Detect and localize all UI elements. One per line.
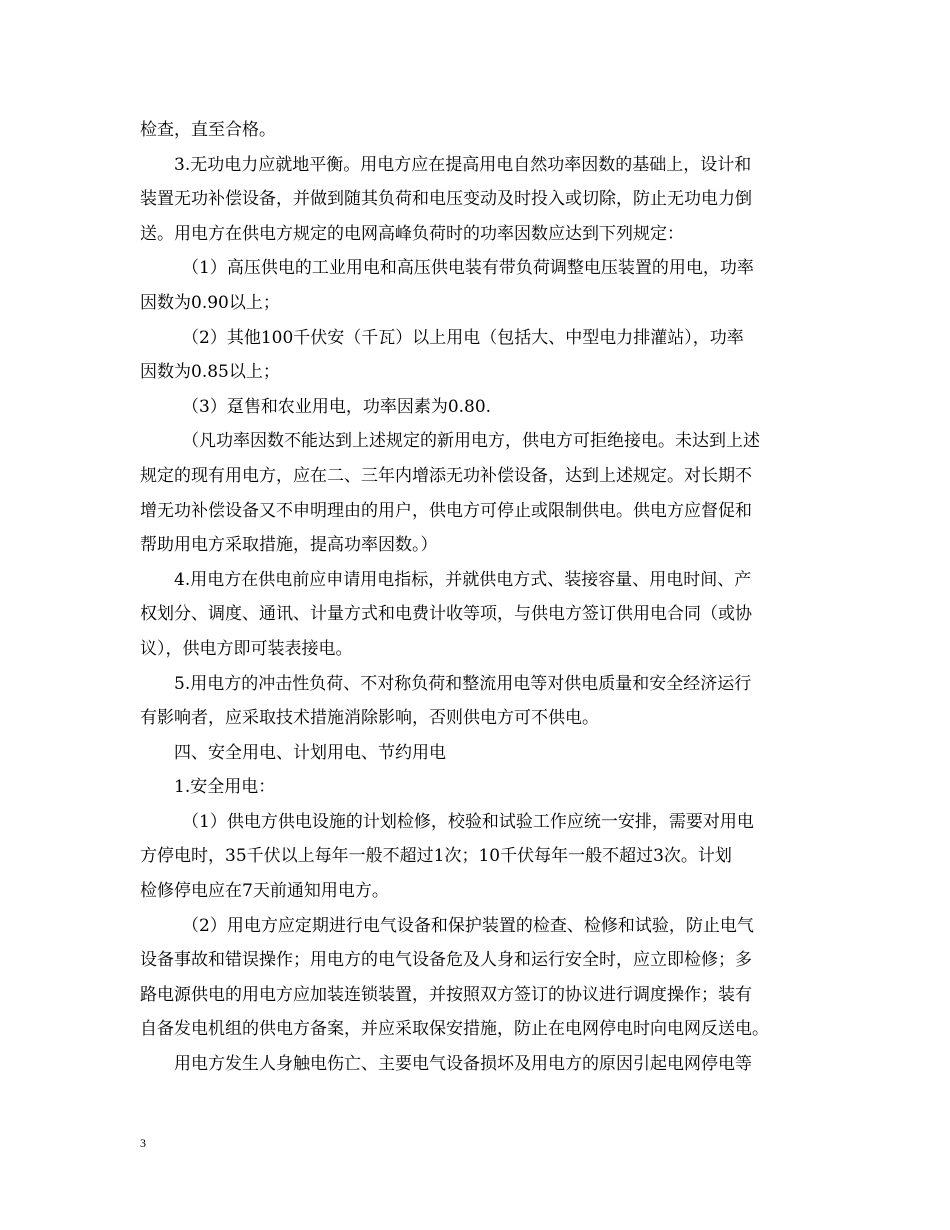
text-line: 用电方发生人身触电伤亡、主要电气设备损坏及用电方的原因引起电网停电等 (174, 1054, 752, 1075)
text-line: 有影响者，应采取技术措施消除影响，否则供电方可不供电。 (140, 708, 599, 729)
text-line: 送。用电方在供电方规定的电网高峰负荷时的功率因数应达到下列规定： (140, 223, 684, 244)
text-line: 5.用电方的冲击性负荷、不对称负荷和整流用电等对供电质量和安全经济运行 (174, 673, 752, 694)
text-line: 设备事故和错误操作；用电方的电气设备危及人身和运行安全时，应立即检修；多 (140, 950, 752, 971)
text-line: 议），供电方即可装表接电。 (140, 638, 353, 659)
text-line: 自备发电机组的供电方备案，并应采取保安措施，防止在电网停电时向电网反送电。 (140, 1019, 769, 1040)
text-line: （凡功率因数不能达到上述规定的新用电方，供电方可拒绝接电。未达到上述 (182, 431, 760, 452)
body-text (140, 113, 812, 1082)
text-line: 装置无功补偿设备，并做到随其负荷和电压变动及时投入或切除，防止无功电力倒 (140, 189, 752, 210)
text-line: 方停电时，35千伏以上每年一般不超过1次；10千伏每年一般不超过3次。计划 (140, 846, 732, 867)
text-line: 因数为0.90以上； (140, 292, 280, 313)
section-heading: 四、安全用电、计划用电、节约用电 (174, 742, 446, 763)
text-line: （1）供电方供电设施的计划检修，校验和试验工作应统一安排，需要对用电 (182, 811, 754, 832)
text-line: 权划分、调度、通讯、计量方式和电费计收等项，与供电方签订供用电合同（或协 (140, 604, 752, 625)
text-line: （2）用电方应定期进行电气设备和保护装置的检查、检修和试验，防止电气 (182, 915, 754, 936)
subsection-heading: 1.安全用电： (174, 777, 276, 798)
text-line: 3.无功电力应就地平衡。用电方应在提高用电自然功率因数的基础上，设计和 (174, 154, 752, 175)
text-line: 规定的现有用电方，应在二、三年内增添无功补偿设备，达到上述规定。对长期不 (140, 465, 752, 486)
text-line: 检修停电应在7天前通知用电方。 (140, 881, 389, 902)
text-line: （2）其他100千伏安（千瓦）以上用电（包括大、中型电力排灌站），功率 (182, 327, 744, 348)
text-line: 路电源供电的用电方应加装连锁装置，并按照双方签订的协议进行调度操作；装有 (140, 984, 752, 1005)
text-line: 增无功补偿设备又不申明理由的用户，供电方可停止或限制供电。供电方应督促和 (140, 500, 752, 521)
text-line: 4.用电方在供电前应申请用电指标，并就供电方式、装接容量、用电时间、产 (174, 569, 752, 590)
text-line: 检查，直至合格。 (140, 120, 276, 140)
page-number: 3 (140, 1136, 146, 1150)
text-line: （1）高压供电的工业用电和高压供电装有带负荷调整电压装置的用电，功率 (182, 258, 754, 279)
text-line: 因数为0.85以上； (140, 362, 280, 383)
text-line: 帮助用电方采取措施，提高功率因数。） (140, 535, 438, 556)
text-line: （3）趸售和农业用电，功率因素为0.80. (182, 396, 492, 417)
